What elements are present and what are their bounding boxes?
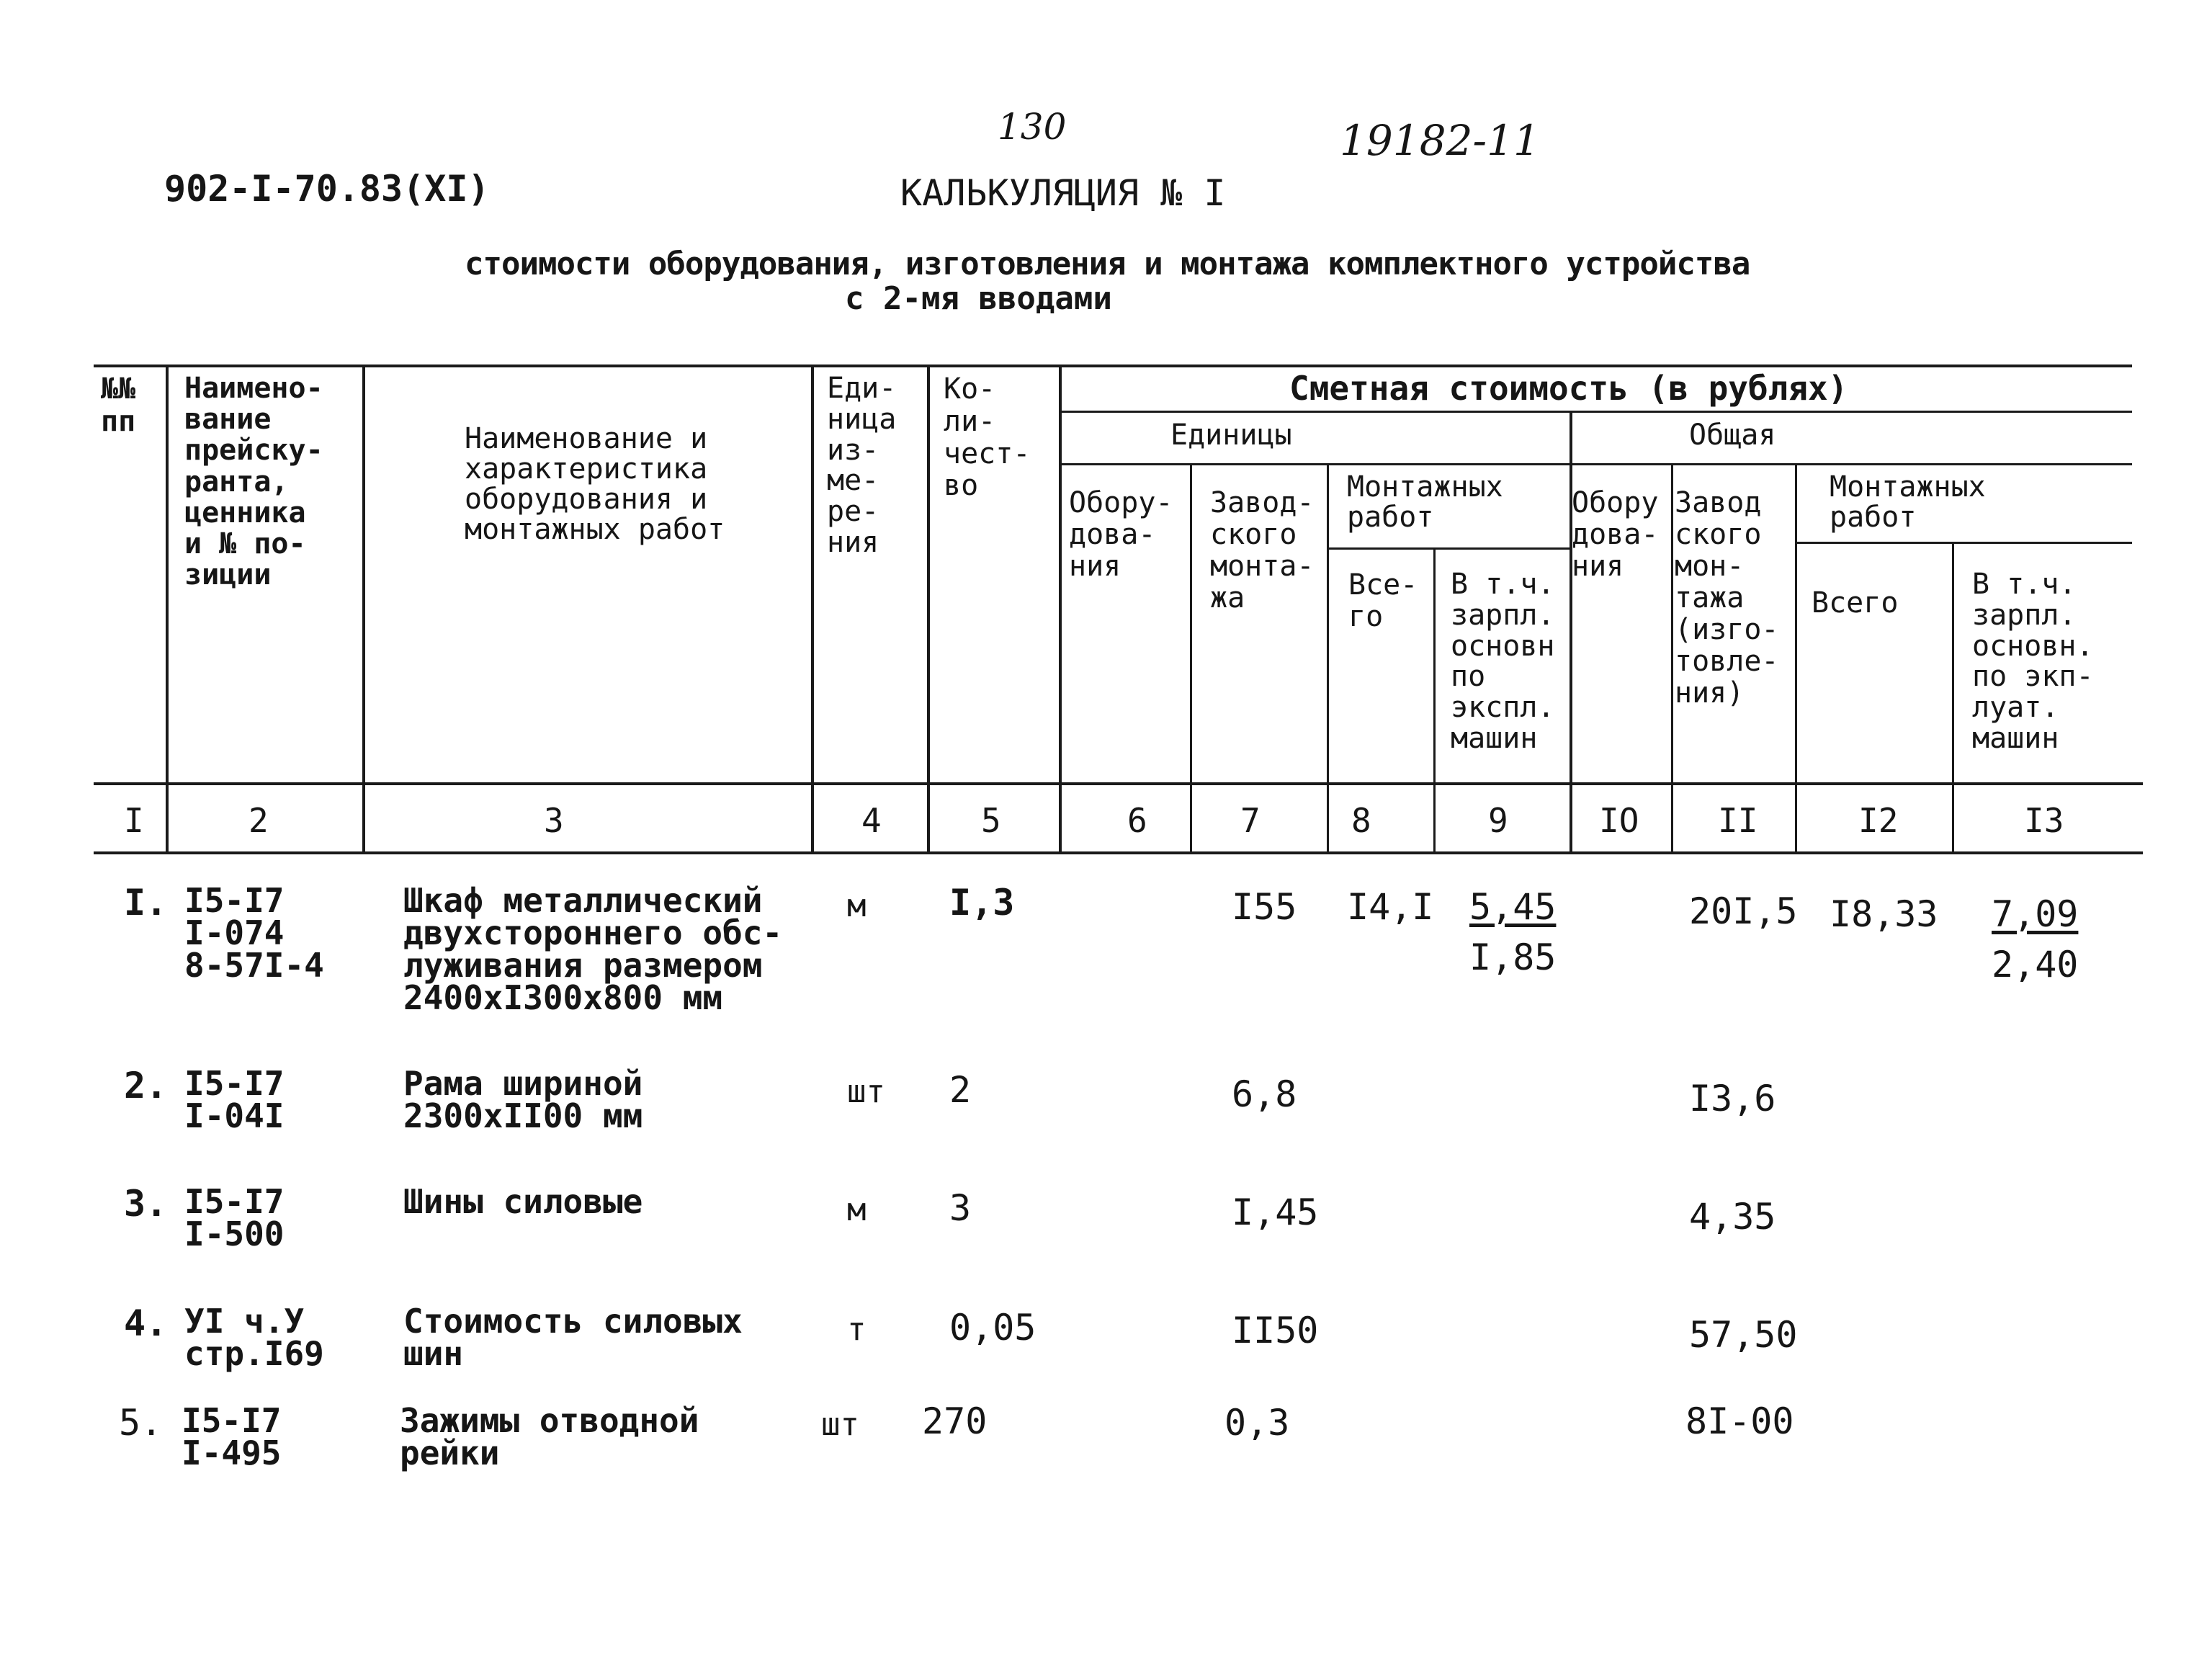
vline-11 [1795,463,1797,853]
rule-group-split [1059,411,2132,413]
row-pricelist-code: I5-I7 I-04I [184,1064,285,1136]
row-quantity: I,3 [949,882,1015,924]
header-pricelist: Наимено- вание прейску- ранта, ценника и № по- зиции [184,372,323,592]
row-number: I. [124,882,168,924]
rule-colnum-bottom [94,851,2143,854]
row-unit: шт [821,1406,859,1443]
row-factory-assembly-total: 57,50 [1689,1314,1798,1356]
vline-8 [1433,547,1436,853]
row-quantity: 2 [949,1069,972,1111]
header-factory-assembly-unit: Завод- ского монта- жа [1210,486,1315,614]
header-installation-unit-wages: В т.ч. зарпл. основн по экспл. машин [1451,568,1555,755]
row-quantity: 0,05 [949,1307,1036,1349]
document-subtitle-line2: с 2-мя вводами [845,280,1112,317]
row-factory-assembly-unit: 6,8 [1232,1073,1297,1115]
column-number-1: I [124,801,144,840]
rule-top [94,365,2132,367]
row-pricelist-code: I5-I7 I-074 8-57I-4 [184,881,324,985]
document-title: КАЛЬКУЛЯЦИЯ № I [900,172,1226,214]
row-pricelist-code: I5-I7 I-495 [182,1401,282,1473]
column-number-6: 6 [1127,801,1147,840]
vline-7 [1327,463,1329,853]
row-factory-assembly-unit: I55 [1232,886,1297,928]
rule-mont-unit [1327,547,1570,550]
column-number-8: 8 [1351,801,1371,840]
vline-4 [927,365,930,853]
header-estimated-cost: Сметная стоимость (в рублях) [1289,369,1848,408]
row-number: 5. [119,1402,163,1444]
column-number-2: 2 [248,801,269,840]
row-quantity: 3 [949,1187,972,1229]
vline-6 [1190,463,1192,853]
vline-9 [1570,411,1572,853]
column-number-10: IO [1599,801,1639,840]
row-description: Шины силовые [403,1182,643,1221]
row-number: 3. [124,1183,168,1225]
header-installation-unit-total: Все- го [1348,568,1418,633]
column-number-5: 5 [981,801,1001,840]
header-total: Общая [1689,419,1776,452]
rule-header-bottom [94,782,2143,785]
column-number-9: 9 [1488,801,1508,840]
header-description: Наименование и характеристика оборудования и монтажных работ [465,422,725,546]
row-unit: шт [847,1073,885,1110]
row-description: Шкаф металлический двухстороннего обс- луживания размером 2400хI300х800 мм [403,881,783,1018]
document-code: 902-I-70.83(XI) [164,168,490,210]
row-factory-assembly-total: 8I-00 [1685,1400,1794,1442]
row-pricelist-code: УI ч.У стр.I69 [184,1302,324,1374]
row-description: Стоимость силовых шин [403,1302,743,1374]
row-factory-assembly-unit: I,45 [1232,1191,1319,1233]
row-installation-total: I8,33 [1830,893,1938,935]
vline-10 [1671,463,1673,853]
row-unit: т [847,1311,867,1348]
row-factory-assembly-unit: II50 [1232,1310,1319,1351]
row-installation-unit-total: I4,I [1347,886,1434,928]
header-installation-total: Монтажных работ [1830,470,1986,534]
page-number: 130 [998,106,1067,148]
header-quantity: Ко- ли- чест- во [944,372,1031,503]
row-installation-total-wages-top: 7,09 [1992,893,2079,935]
vline-5 [1059,365,1062,853]
rule-mont-total [1795,542,2132,544]
header-installation-total-all: Всего [1812,586,1899,620]
header-installation-total-wages: В т.ч. зарпл. основн. по экп- луат. машин [1972,568,2094,755]
row-number: 2. [124,1065,168,1106]
header-equipment-total: Обору дова- ния [1572,486,1659,583]
row-factory-assembly-unit: 0,3 [1224,1402,1290,1444]
header-per-unit: Единицы [1170,419,1292,452]
row-quantity: 270 [922,1400,988,1442]
document-subtitle-line1: стоимости оборудования, изготовления и монтажа комплектного устройства [465,246,1750,282]
column-number-13: I3 [2024,801,2064,840]
vline-1 [166,365,169,853]
header-factory-assembly-total: Завод ского мон- тажа (изго- товле- ния) [1675,486,1779,710]
row-description: Рама шириной 2300хII00 мм [403,1064,643,1136]
column-number-12: I2 [1858,801,1899,840]
column-number-11: II [1718,801,1758,840]
row-installation-total-wages-bottom: 2,40 [1992,944,2079,985]
row-installation-unit-wages-bottom: I,85 [1469,936,1557,978]
vline-3 [811,365,814,853]
row-installation-unit-wages-top: 5,45 [1469,886,1557,928]
header-installation-unit: Монтажных работ [1347,470,1503,534]
row-pricelist-code: I5-I7 I-500 [184,1182,285,1254]
header-unit-of-measure: Еди- ница из- ме- ре- ния [827,372,897,559]
row-factory-assembly-total: 4,35 [1689,1196,1776,1238]
row-number: 4. [124,1302,168,1344]
row-unit: м [847,887,867,924]
header-equipment-unit: Обору- дова- ния [1069,486,1173,583]
row-factory-assembly-total: 20I,5 [1689,890,1798,932]
rule-unit-split [1059,463,2132,465]
row-factory-assembly-total: I3,6 [1689,1078,1776,1119]
vline-12 [1952,542,1954,853]
column-number-4: 4 [861,801,882,840]
vline-2 [362,365,365,853]
row-description: Зажимы отводной рейки [400,1401,699,1473]
archive-number: 19182-11 [1340,116,1540,165]
column-number-7: 7 [1240,801,1261,840]
column-number-3: 3 [544,801,564,840]
row-unit: м [847,1191,867,1228]
header-num: №№ пп [101,372,136,438]
